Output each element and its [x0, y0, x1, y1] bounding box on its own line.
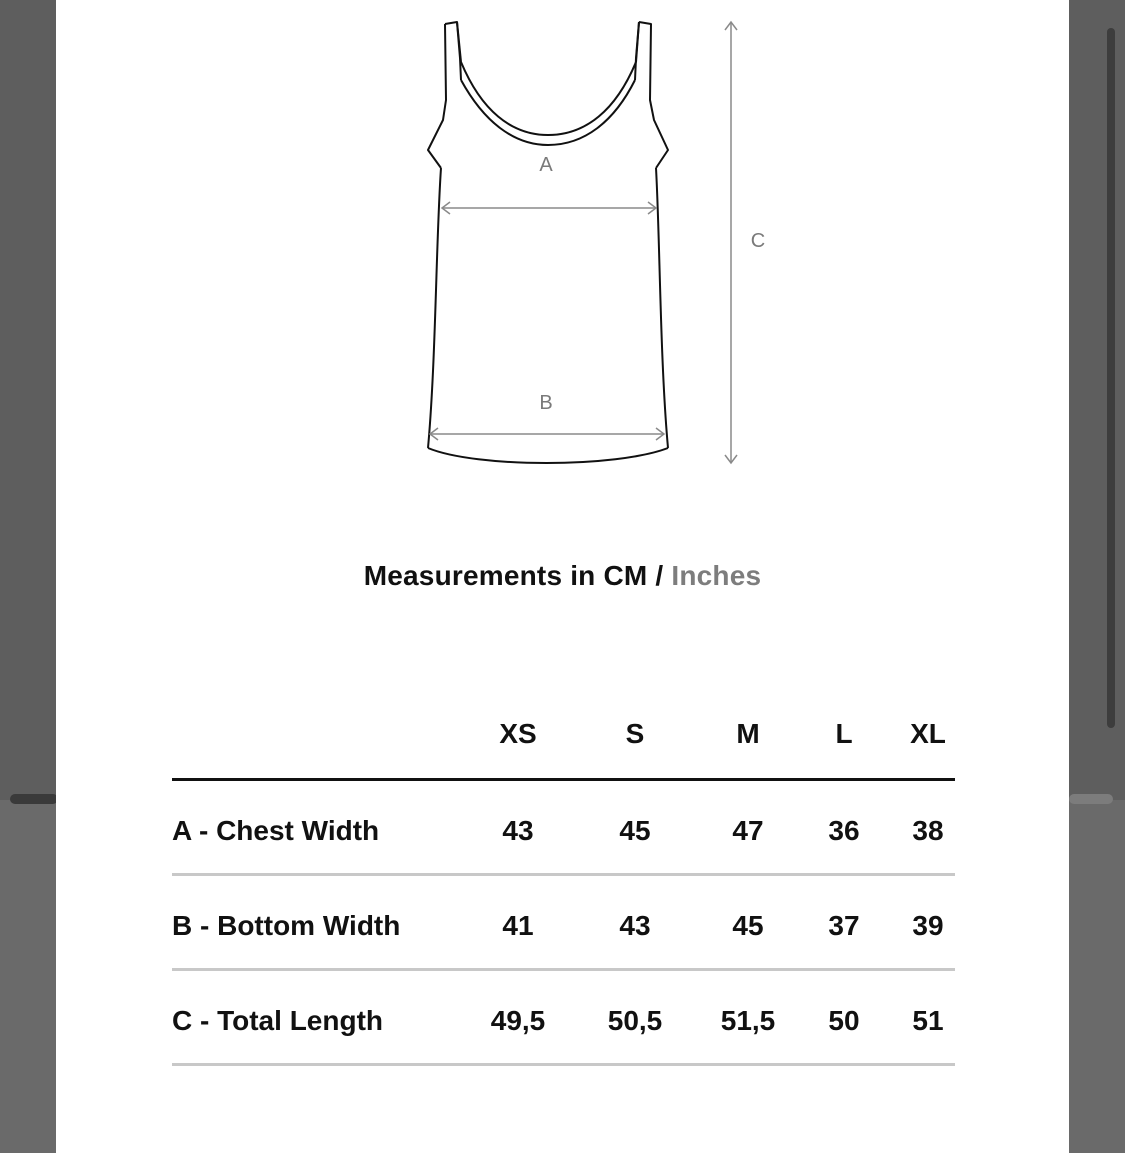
table-cell: 45	[732, 910, 764, 941]
table-cell: 36	[828, 815, 860, 846]
table-cell: 43	[619, 910, 651, 941]
size-header-row	[172, 700, 955, 781]
table-cell: 38	[912, 815, 944, 846]
background-drag-handle-right	[1069, 794, 1113, 804]
table-cell: 45	[619, 815, 651, 846]
size-guide-sheet	[56, 0, 1069, 1153]
table-cell: 41	[502, 910, 534, 941]
measure-lines	[430, 22, 737, 463]
table-cell: 51	[912, 1005, 944, 1036]
unit-cm-option[interactable]: Measurements in CM	[363, 560, 648, 591]
table-cell: 51,5	[720, 1005, 776, 1036]
table-cell: 37	[828, 910, 860, 941]
size-header-l: L	[835, 718, 853, 749]
table-cell: 43	[502, 815, 534, 846]
table-row-chest-width	[172, 781, 955, 876]
table-cell: 49,5	[490, 1005, 546, 1036]
unit-separator: /	[647, 560, 672, 591]
row-label: B - Bottom Width	[172, 910, 401, 941]
size-header-m: M	[736, 718, 760, 749]
table-cell: 39	[912, 910, 944, 941]
tank-top-diagram	[56, 0, 1069, 500]
row-label: C - Total Length	[172, 1005, 383, 1036]
label-a: A	[539, 154, 553, 176]
measurement-unit-toggle	[56, 560, 1069, 592]
size-header-s: S	[625, 718, 645, 749]
table-cell: 50,5	[607, 1005, 663, 1036]
label-b: B	[539, 392, 553, 414]
size-header-xs: XS	[499, 718, 537, 749]
table-cell: 50	[828, 1005, 860, 1036]
background-drag-handle	[10, 794, 58, 804]
size-table	[172, 700, 955, 1066]
size-header-xl: XL	[910, 718, 946, 749]
scrollbar[interactable]	[1107, 28, 1115, 728]
table-row-total-length	[172, 971, 955, 1066]
row-label: A - Chest Width	[172, 815, 380, 846]
backdrop-upper-left	[0, 0, 56, 800]
table-row-bottom-width	[172, 876, 955, 971]
unit-inches-option[interactable]: Inches	[671, 560, 762, 591]
label-c: C	[750, 230, 766, 252]
table-cell: 47	[732, 815, 764, 846]
backdrop-upper-right	[1069, 0, 1125, 800]
